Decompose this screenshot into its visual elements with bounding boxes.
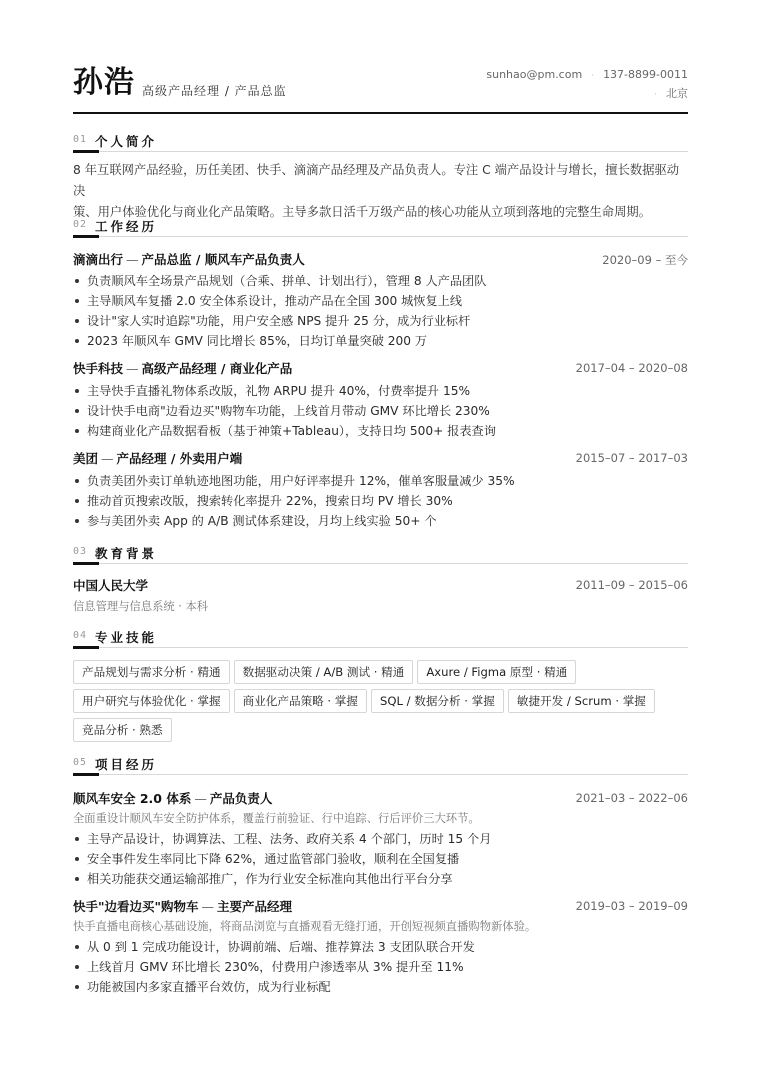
project-description: 快手直播电商核心基础设施，将商品浏览与直播观看无缝打通，开创短视频直播购物新体验。 [73,920,537,933]
list-item: 设计"家人实时追踪"功能，用户安全感 NPS 提升 25 分，成为行业标杆 [73,311,688,331]
job-bullets [73,271,688,351]
list-item: 构建商业化产品数据看板（基于神策+Tableau），支持日均 500+ 报表查询 [73,421,688,441]
job-title-meituan [73,449,242,467]
list-item: 主导快手直播礼物体系改版，礼物 ARPU 提升 40%，付费率提升 15% [73,381,688,401]
list-item: 设计快手电商"边看边买"购物车功能，上线首月带动 GMV 环比增长 230% [73,401,688,421]
company: 快手科技 [73,361,124,376]
education-date: 2011–09 – 2015–06 [575,578,688,592]
section-header-projects [73,755,688,775]
list-item: 安全事件发生率同比下降 62%，通过监管部门验收，顺利在全国复播 [73,849,688,869]
section-number: 02 [73,219,88,230]
company: 美团 [73,451,99,466]
project-role: 主要产品经理 [217,899,293,914]
skill-tag: 敏捷开发 / Scrum · 掌握 [508,689,655,713]
job-bullets [73,471,688,531]
school-name: 中国人民大学 [73,578,149,593]
candidate-name: 孙浩 [73,65,135,100]
summary-line: 8 年互联网产品经验，历任美团、快手、滴滴产品经理及产品负责人。专注 C 端产品设计与增长，擅长数据驱动决 [73,163,680,198]
section-title: 专业技能 [95,630,158,645]
dash: — [201,899,215,914]
list-item: 主导产品设计，协调算法、工程、法务、政府关系 4 个部门，历时 15 个月 [73,829,688,849]
skill-tag: Axure / Figma 原型 · 精通 [417,660,576,684]
section-number: 04 [73,630,88,641]
dash: — [126,361,139,376]
dash: — [126,252,139,267]
list-item: 负责美团外卖订单轨迹地图功能，用户好评率提升 12%，催单客服量减少 35% [73,471,688,491]
list-item: 推动首页搜索改版，搜索转化率提升 22%，搜索日均 PV 增长 30% [73,491,688,511]
skill-tag: 数据驱动决策 / A/B 测试 · 精通 [234,660,414,684]
skill-tag: 用户研究与体验优化 · 掌握 [73,689,230,713]
contact-info [486,66,688,104]
job-date: 2020–09 – 至今 [602,253,688,267]
section-accent-bar [73,773,99,776]
summary-text [73,160,688,223]
section-accent-bar [73,150,99,153]
section-number: 05 [73,757,88,768]
dash: — [194,791,207,806]
resume-header [73,0,688,114]
summary-line: 策、用户体验优化与商业化产品策略。主导多款日活千万级产品的核心功能从立项到落地的完整生命周期。 [73,205,651,219]
role: 高级产品经理 / 商业化产品 [141,361,293,376]
section-title: 教育背景 [95,546,158,561]
project-title [73,789,272,807]
list-item: 功能被国内多家直播平台效仿，成为行业标配 [73,977,688,997]
candidate-title: 高级产品经理 / 产品总监 [142,84,287,98]
separator-dot: · [654,90,657,100]
project-title [73,897,292,915]
skill-tag: 产品规划与需求分析 · 精通 [73,660,230,684]
section-accent-bar [73,235,99,238]
role: 产品总监 / 顺风车产品负责人 [141,252,305,267]
list-item: 从 0 到 1 完成功能设计，协调前端、后端、推荐算法 3 支团队联合开发 [73,937,688,957]
section-header-work [73,217,688,237]
project-date: 2021–03 – 2022–06 [575,791,688,805]
role: 产品经理 / 外卖用户端 [116,451,243,466]
location: 北京 [666,87,688,100]
section-title: 工作经历 [95,219,158,234]
phone[interactable]: 137-8899-0011 [603,68,688,81]
list-item: 相关功能获交通运输部推广，作为行业安全标准向其他出行平台分享 [73,869,688,889]
section-title: 个人简介 [95,134,158,149]
project-role: 产品负责人 [209,791,273,806]
list-item: 上线首月 GMV 环比增长 230%，付费用户渗透率从 3% 提升至 11% [73,957,688,977]
skill-tag: SQL / 数据分析 · 掌握 [371,689,504,713]
skill-tag: 竞品分析 · 熟悉 [73,718,172,742]
job-date: 2015–07 – 2017–03 [575,451,688,465]
list-item: 参与美团外卖 App 的 A/B 测试体系建设，月均上线实验 50+ 个 [73,511,688,531]
job-title-didi [73,250,305,268]
skill-tag: 商业化产品策略 · 掌握 [234,689,367,713]
skill-tags [73,660,688,747]
project-name: 顺风车安全 2.0 体系 [73,791,192,806]
list-item: 2023 年顺风车 GMV 同比增长 85%，日均订单量突破 200 万 [73,331,688,351]
project-bullets [73,829,688,889]
project-name: 快手"边看边买"购物车 [73,899,199,914]
resume-page [73,0,688,994]
major: 信息管理与信息系统 · 本科 [73,600,209,613]
section-title: 项目经历 [95,757,158,772]
section-header-summary [73,132,688,152]
job-title-kuaishou [73,359,292,377]
job-bullets [73,381,688,441]
project-bullets [73,937,688,997]
dash: — [101,451,114,466]
job-date: 2017–04 – 2020–08 [575,361,688,375]
list-item: 负责顺风车全场景产品规划（合乘、拼单、计划出行），管理 8 人产品团队 [73,271,688,291]
separator-dot: · [591,71,595,81]
section-number: 01 [73,134,88,145]
section-accent-bar [73,646,99,649]
project-date: 2019–03 – 2019–09 [575,899,688,913]
section-accent-bar [73,562,99,565]
list-item: 主导顺风车复播 2.0 安全体系设计，推动产品在全国 300 城恢复上线 [73,291,688,311]
section-header-skills [73,628,688,648]
project-description: 全面重设计顺风车安全防护体系，覆盖行前验证、行中追踪、行后评价三大环节。 [73,812,480,825]
section-header-education [73,544,688,564]
company: 滴滴出行 [73,252,124,267]
section-number: 03 [73,546,88,557]
email[interactable]: sunhao@pm.com [486,68,583,81]
